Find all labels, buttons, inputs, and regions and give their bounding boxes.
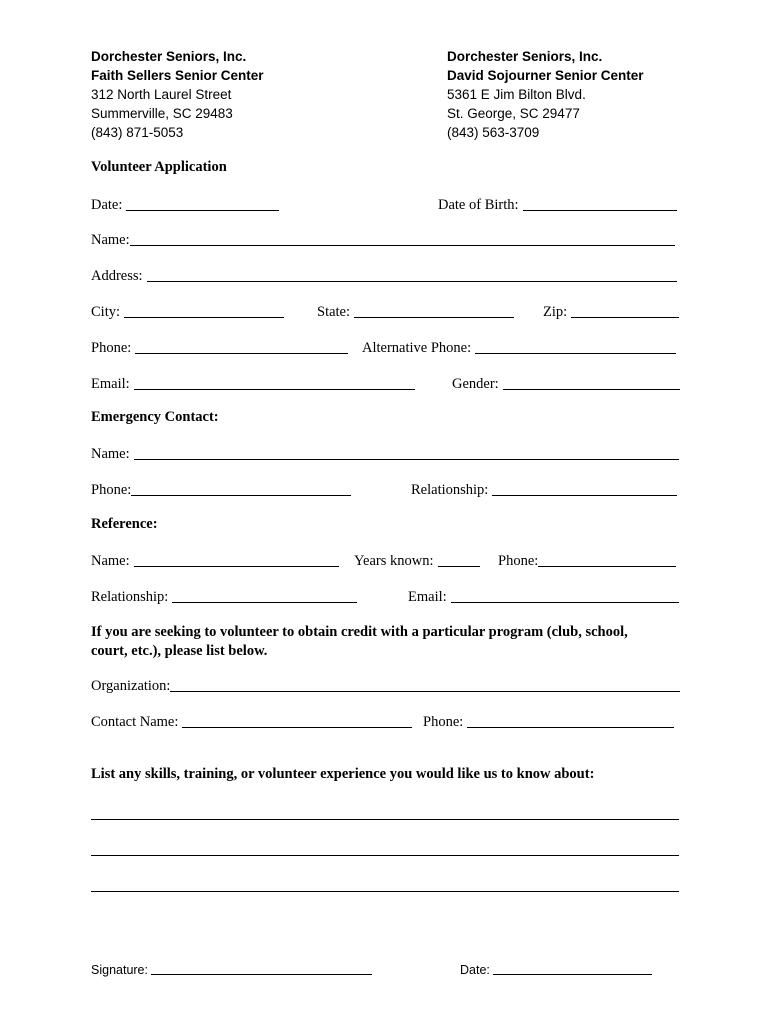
contact-phone-label: Phone: xyxy=(423,714,464,730)
contact-name-label: Contact Name: xyxy=(91,714,179,730)
gender-line[interactable] xyxy=(503,375,680,390)
contact-phone-line[interactable] xyxy=(467,713,674,728)
reference-name-label: Name: xyxy=(91,553,130,569)
alt-phone-line[interactable] xyxy=(475,339,676,354)
reference-phone-line[interactable] xyxy=(538,552,676,567)
emergency-heading: Emergency Contact: xyxy=(91,409,219,425)
zip-label: Zip: xyxy=(543,304,568,320)
skills-line-1[interactable] xyxy=(91,818,679,820)
right-center-org: Dorchester Seniors, Inc. xyxy=(447,49,603,64)
credit-prompt-line1: If you are seeking to volunteer to obtain credit with a particular program (club, school, xyxy=(91,624,628,640)
phone-line[interactable] xyxy=(135,339,348,354)
name-field[interactable] xyxy=(91,231,675,249)
reference-name-line[interactable] xyxy=(134,552,339,567)
zip-line[interactable] xyxy=(571,303,679,318)
alt-phone-field[interactable] xyxy=(362,339,676,357)
signature-label: Signature: xyxy=(91,963,148,977)
name-label: Name: xyxy=(91,232,130,248)
dob-field[interactable] xyxy=(438,196,677,214)
skills-line-3[interactable] xyxy=(91,890,679,892)
emergency-relationship-line[interactable] xyxy=(492,481,677,496)
date-label: Date: xyxy=(91,197,123,213)
left-center-phone: (843) 871-5053 xyxy=(91,125,184,140)
right-center-name: David Sojourner Senior Center xyxy=(447,68,644,83)
gender-field[interactable] xyxy=(452,375,680,393)
left-center-street: 312 North Laurel Street xyxy=(91,87,232,102)
left-center-address xyxy=(91,47,264,142)
signature-date-line[interactable] xyxy=(493,960,652,975)
date-line[interactable] xyxy=(126,196,279,211)
email-line[interactable] xyxy=(134,375,415,390)
name-line[interactable] xyxy=(130,231,675,246)
emergency-name-label: Name: xyxy=(91,446,130,462)
address-field[interactable] xyxy=(91,267,677,285)
signature-line[interactable] xyxy=(151,960,372,975)
contact-phone-field[interactable] xyxy=(423,713,674,731)
signature-date-field[interactable] xyxy=(460,960,652,977)
reference-relationship-line[interactable] xyxy=(172,588,357,603)
city-field[interactable] xyxy=(91,303,284,321)
phone-label: Phone: xyxy=(91,340,132,356)
reference-name-field[interactable] xyxy=(91,552,339,570)
right-center-address xyxy=(447,47,644,142)
reference-email-field[interactable] xyxy=(408,588,679,606)
dob-label: Date of Birth: xyxy=(438,197,519,213)
reference-phone-label: Phone: xyxy=(498,553,539,569)
state-field[interactable] xyxy=(317,303,514,321)
right-center-street: 5361 E Jim Bilton Blvd. xyxy=(447,87,586,102)
left-center-name: Faith Sellers Senior Center xyxy=(91,68,264,83)
city-label: City: xyxy=(91,304,121,320)
reference-years-field[interactable] xyxy=(354,552,480,570)
emergency-name-field[interactable] xyxy=(91,445,679,463)
address-line[interactable] xyxy=(147,267,677,282)
signature-date-label: Date: xyxy=(460,963,490,977)
reference-email-label: Email: xyxy=(408,589,447,605)
emergency-relationship-field[interactable] xyxy=(411,481,677,499)
reference-relationship-label: Relationship: xyxy=(91,589,169,605)
right-center-phone: (843) 563-3709 xyxy=(447,125,540,140)
city-line[interactable] xyxy=(124,303,284,318)
skills-line-2[interactable] xyxy=(91,854,679,856)
credit-prompt-line2: court, etc.), please list below. xyxy=(91,643,268,659)
contact-name-line[interactable] xyxy=(182,713,412,728)
state-label: State: xyxy=(317,304,351,320)
emergency-phone-line[interactable] xyxy=(131,481,351,496)
left-center-org: Dorchester Seniors, Inc. xyxy=(91,49,247,64)
address-label: Address: xyxy=(91,268,143,284)
form-title: Volunteer Application xyxy=(91,159,227,175)
reference-years-label: Years known: xyxy=(354,553,434,569)
email-field[interactable] xyxy=(91,375,415,393)
reference-heading: Reference: xyxy=(91,516,158,532)
emergency-phone-field[interactable] xyxy=(91,481,351,499)
alt-phone-label: Alternative Phone: xyxy=(362,340,472,356)
dob-line[interactable] xyxy=(523,196,677,211)
signature-field[interactable] xyxy=(91,960,372,977)
date-field[interactable] xyxy=(91,196,279,214)
left-center-city: Summerville, SC 29483 xyxy=(91,106,233,121)
right-center-city: St. George, SC 29477 xyxy=(447,106,580,121)
emergency-name-line[interactable] xyxy=(134,445,679,460)
emergency-relationship-label: Relationship: xyxy=(411,482,489,498)
contact-name-field[interactable] xyxy=(91,713,412,731)
organization-field[interactable] xyxy=(91,677,680,695)
reference-phone-field[interactable] xyxy=(498,552,676,570)
gender-label: Gender: xyxy=(452,376,499,392)
email-label: Email: xyxy=(91,376,130,392)
reference-years-line[interactable] xyxy=(438,552,481,567)
phone-field[interactable] xyxy=(91,339,348,357)
skills-prompt: List any skills, training, or volunteer experience you would like us to know about: xyxy=(91,766,595,782)
emergency-phone-label: Phone: xyxy=(91,482,132,498)
reference-relationship-field[interactable] xyxy=(91,588,357,606)
state-line[interactable] xyxy=(354,303,514,318)
organization-label: Organization: xyxy=(91,678,171,694)
reference-email-line[interactable] xyxy=(451,588,679,603)
organization-line[interactable] xyxy=(170,677,680,692)
zip-field[interactable] xyxy=(543,303,679,321)
